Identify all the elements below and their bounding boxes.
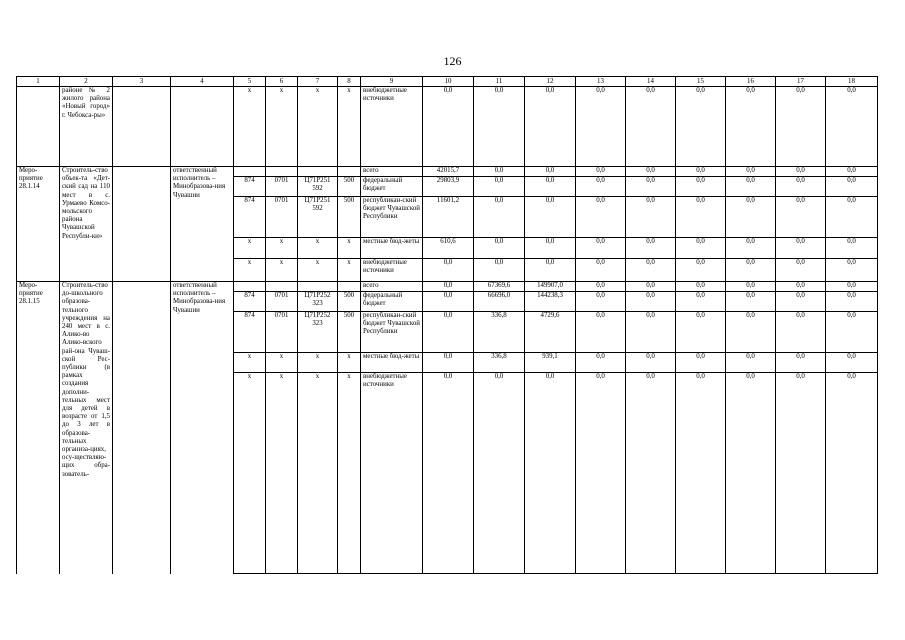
table-row	[17, 282, 878, 292]
code-cell-c5: x	[234, 238, 266, 259]
value-cell-v12: 0,0	[525, 238, 576, 259]
value-cell-v12: 0,0	[525, 197, 576, 238]
column-header: 12	[525, 77, 576, 87]
value-cell-v10: 0,0	[423, 353, 474, 373]
column-header: 3	[113, 77, 171, 87]
code-cell-c8: x	[338, 238, 361, 259]
code-cell-c8: 500	[338, 292, 361, 312]
value-cell-v15: 0,0	[676, 373, 726, 574]
value-cell-v13: 0,0	[576, 259, 626, 282]
value-cell-v18: 0,0	[826, 282, 878, 292]
value-cell-v12: 0,0	[525, 373, 576, 574]
funding-source: федеральный бюджет	[361, 292, 423, 312]
value-cell-v17: 0,0	[776, 353, 826, 373]
value-cell-v12: 0,0	[525, 167, 576, 177]
value-cell-v13: 0,0	[576, 312, 626, 353]
value-cell-v18: 0,0	[826, 177, 878, 197]
value-cell-v15: 0,0	[676, 353, 726, 373]
value-cell-v16: 0,0	[726, 282, 776, 292]
value-cell-v18: 0,0	[826, 238, 878, 259]
code-cell-c5: x	[234, 259, 266, 282]
value-cell-v14: 0,0	[626, 87, 676, 167]
value-cell-v14: 0,0	[626, 292, 676, 312]
value-cell-v14: 0,0	[626, 197, 676, 238]
value-cell-v15: 0,0	[676, 282, 726, 292]
value-cell-v11: 0,0	[474, 87, 525, 167]
value-cell-v11: 66696,0	[474, 292, 525, 312]
column-header: 15	[676, 77, 726, 87]
value-cell-v18: 0,0	[826, 373, 878, 574]
column-header: 18	[826, 77, 878, 87]
value-cell-v11: 0,0	[474, 177, 525, 197]
value-cell-v16: 0,0	[726, 87, 776, 167]
value-cell-v13: 0,0	[576, 87, 626, 167]
value-cell-v17: 0,0	[776, 87, 826, 167]
code-cell-c6: x	[266, 87, 298, 167]
value-cell-v14: 0,0	[626, 353, 676, 373]
code-cell-c6: 0701	[266, 292, 298, 312]
value-cell-v17: 0,0	[776, 197, 826, 238]
code-cell-c7: x	[298, 238, 338, 259]
column-header: 4	[171, 77, 234, 87]
value-cell-v12: 0,0	[525, 87, 576, 167]
value-cell-v10: 0,0	[423, 259, 474, 282]
value-cell-v11: 336,8	[474, 353, 525, 373]
funding-source: местные бюд-жеты	[361, 353, 423, 373]
code-cell-c8: 500	[338, 312, 361, 353]
value-cell-v10: 0,0	[423, 292, 474, 312]
funding-source: внебюджетные источники	[361, 259, 423, 282]
code-cell-c6: 0701	[266, 197, 298, 238]
value-cell-v11: 336,8	[474, 312, 525, 353]
value-cell-v14: 0,0	[626, 167, 676, 177]
value-cell-v16: 0,0	[726, 177, 776, 197]
value-cell-v17: 0,0	[776, 238, 826, 259]
column-header: 17	[776, 77, 826, 87]
column-header: 2	[60, 77, 113, 87]
funding-source: всего	[361, 167, 423, 177]
code-cell-c6: x	[266, 259, 298, 282]
value-cell-v15: 0,0	[676, 238, 726, 259]
code-cell-c5: 874	[234, 292, 266, 312]
value-cell-v14: 0,0	[626, 259, 676, 282]
code-cell-c6	[266, 167, 298, 177]
code-cell-c7: Ц71Р251 592	[298, 197, 338, 238]
value-cell-v10: 42015,7	[423, 167, 474, 177]
column-header: 7	[298, 77, 338, 87]
code-cell-c5: x	[234, 87, 266, 167]
value-cell-v11: 0,0	[474, 373, 525, 574]
empty-cell	[17, 87, 60, 167]
code-cell-c5	[234, 282, 266, 292]
column-header: 11	[474, 77, 525, 87]
value-cell-v10: 0,0	[423, 87, 474, 167]
code-cell-c7: x	[298, 87, 338, 167]
empty-cell	[113, 282, 171, 574]
value-cell-v13: 0,0	[576, 292, 626, 312]
value-cell-v10: 610,6	[423, 238, 474, 259]
value-cell-v12: 4729,6	[525, 312, 576, 353]
code-cell-c8: 500	[338, 177, 361, 197]
header-row	[17, 77, 878, 87]
measure-name: Строитель-ство объек-та «Дет-ский сад на 110 мест в с. Урмаево Комсо-мольского района Чувашской Республи-ки»	[60, 167, 113, 282]
empty-cell	[113, 167, 171, 282]
column-header: 9	[361, 77, 423, 87]
code-cell-c7: x	[298, 259, 338, 282]
value-cell-v12: 0,0	[525, 177, 576, 197]
value-cell-v15: 0,0	[676, 312, 726, 353]
table-row	[17, 167, 878, 177]
value-cell-v15: 0,0	[676, 292, 726, 312]
value-cell-v10: 0,0	[423, 282, 474, 292]
measure-name: районе № 2 жилого района «Новый город» г. Чебокса-ры»	[60, 87, 113, 167]
value-cell-v16: 0,0	[726, 259, 776, 282]
value-cell-v15: 0,0	[676, 197, 726, 238]
value-cell-v10: 0,0	[423, 312, 474, 353]
value-cell-v15: 0,0	[676, 259, 726, 282]
value-cell-v15: 0,0	[676, 177, 726, 197]
value-cell-v17: 0,0	[776, 373, 826, 574]
value-cell-v17: 0,0	[776, 312, 826, 353]
empty-cell	[113, 87, 171, 167]
value-cell-v11: 67369,6	[474, 282, 525, 292]
code-cell-c7: Ц71Р252 323	[298, 312, 338, 353]
code-cell-c8: 500	[338, 197, 361, 238]
value-cell-v16: 0,0	[726, 353, 776, 373]
value-cell-v18: 0,0	[826, 197, 878, 238]
value-cell-v16: 0,0	[726, 373, 776, 574]
value-cell-v10: 29803,9	[423, 177, 474, 197]
column-header: 8	[338, 77, 361, 87]
value-cell-v12: 149907,0	[525, 282, 576, 292]
value-cell-v13: 0,0	[576, 167, 626, 177]
value-cell-v13: 0,0	[576, 177, 626, 197]
value-cell-v11: 0,0	[474, 259, 525, 282]
executor: ответственный исполнитель – Минобразова-ния Чувашии	[171, 282, 234, 574]
column-header: 14	[626, 77, 676, 87]
value-cell-v10: 0,0	[423, 373, 474, 574]
value-cell-v17: 0,0	[776, 282, 826, 292]
column-header: 1	[17, 77, 60, 87]
code-cell-c8	[338, 167, 361, 177]
value-cell-v12: 144238,3	[525, 292, 576, 312]
value-cell-v14: 0,0	[626, 373, 676, 574]
funding-source: внебюджетные источники	[361, 87, 423, 167]
budget-table	[16, 76, 878, 574]
value-cell-v14: 0,0	[626, 282, 676, 292]
value-cell-v17: 0,0	[776, 177, 826, 197]
code-cell-c8: x	[338, 353, 361, 373]
code-cell-c7	[298, 282, 338, 292]
code-cell-c5: 874	[234, 197, 266, 238]
value-cell-v18: 0,0	[826, 292, 878, 312]
funding-source: внебюджетные источники	[361, 373, 423, 574]
code-cell-c6: x	[266, 353, 298, 373]
value-cell-v18: 0,0	[826, 312, 878, 353]
code-cell-c5: x	[234, 353, 266, 373]
value-cell-v14: 0,0	[626, 312, 676, 353]
value-cell-v13: 0,0	[576, 353, 626, 373]
value-cell-v13: 0,0	[576, 282, 626, 292]
value-cell-v16: 0,0	[726, 167, 776, 177]
empty-cell	[171, 87, 234, 167]
page-number: 126	[443, 54, 462, 68]
code-cell-c5: 874	[234, 312, 266, 353]
code-cell-c8: x	[338, 373, 361, 574]
code-cell-c8: x	[338, 87, 361, 167]
executor: ответственный исполнитель – Минобразова-ния Чувашии	[171, 167, 234, 282]
column-header: 6	[266, 77, 298, 87]
funding-source: республикан-ский бюджет Чувашской Республики	[361, 197, 423, 238]
value-cell-v13: 0,0	[576, 197, 626, 238]
value-cell-v18: 0,0	[826, 353, 878, 373]
value-cell-v14: 0,0	[626, 238, 676, 259]
value-cell-v14: 0,0	[626, 177, 676, 197]
code-cell-c5	[234, 167, 266, 177]
value-cell-v16: 0,0	[726, 312, 776, 353]
code-cell-c7: x	[298, 353, 338, 373]
code-cell-c6: x	[266, 238, 298, 259]
funding-source: федеральный бюджет	[361, 177, 423, 197]
value-cell-v12: 939,1	[525, 353, 576, 373]
code-cell-c8	[338, 282, 361, 292]
value-cell-v10: 11601,2	[423, 197, 474, 238]
code-cell-c6	[266, 282, 298, 292]
funding-source: местные бюд-жеты	[361, 238, 423, 259]
measure-label: Меро-приятие 28.1.15	[17, 282, 60, 574]
value-cell-v15: 0,0	[676, 167, 726, 177]
value-cell-v15: 0,0	[676, 87, 726, 167]
value-cell-v11: 0,0	[474, 167, 525, 177]
value-cell-v13: 0,0	[576, 238, 626, 259]
value-cell-v17: 0,0	[776, 292, 826, 312]
value-cell-v18: 0,0	[826, 259, 878, 282]
value-cell-v11: 0,0	[474, 238, 525, 259]
value-cell-v16: 0,0	[726, 238, 776, 259]
value-cell-v11: 0,0	[474, 197, 525, 238]
measure-name: Строитель-ство до-школьного образова-тельного учреждения на 240 мест в с. Алико-во Алико-вского рай-она Чуваш-ской Рес-публики (в рамках создания дополни-тельных мест для детей в возрасте от 1,5 до 3 лет в образова-тельных организа-циях, осу-ществляю-щих обра-зователь-	[60, 282, 113, 574]
code-cell-c7: x	[298, 373, 338, 574]
table-row	[17, 87, 878, 167]
code-cell-c6: 0701	[266, 177, 298, 197]
funding-source: всего	[361, 282, 423, 292]
value-cell-v18: 0,0	[826, 87, 878, 167]
value-cell-v12: 0,0	[525, 259, 576, 282]
column-header: 10	[423, 77, 474, 87]
funding-source: республикан-ский бюджет Чувашской Республики	[361, 312, 423, 353]
column-header: 13	[576, 77, 626, 87]
code-cell-c8: x	[338, 259, 361, 282]
measure-label: Меро-приятие 28.1.14	[17, 167, 60, 282]
value-cell-v17: 0,0	[776, 259, 826, 282]
code-cell-c6: x	[266, 373, 298, 574]
column-header: 5	[234, 77, 266, 87]
column-header: 16	[726, 77, 776, 87]
code-cell-c7: Ц71Р252 323	[298, 292, 338, 312]
code-cell-c5: x	[234, 373, 266, 574]
value-cell-v16: 0,0	[726, 292, 776, 312]
code-cell-c7	[298, 167, 338, 177]
value-cell-v17: 0,0	[776, 167, 826, 177]
code-cell-c7: Ц71Р251 592	[298, 177, 338, 197]
value-cell-v18: 0,0	[826, 167, 878, 177]
value-cell-v16: 0,0	[726, 197, 776, 238]
code-cell-c5: 874	[234, 177, 266, 197]
value-cell-v13: 0,0	[576, 373, 626, 574]
code-cell-c6: 0701	[266, 312, 298, 353]
